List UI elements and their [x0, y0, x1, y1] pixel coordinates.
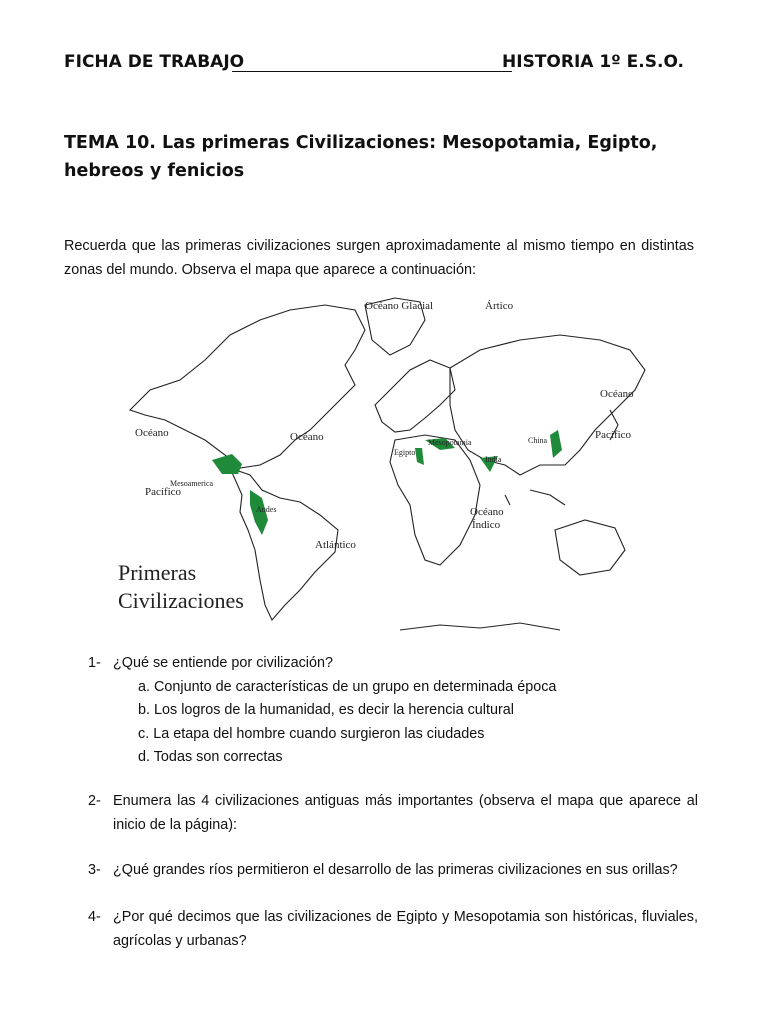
civilization-highlights [212, 430, 562, 535]
option-b: b. Los logros de la humanidad, es decir la herencia cultural [138, 702, 514, 718]
label-oceano-mid: Océano [290, 431, 324, 443]
question-number: 2- [88, 793, 101, 809]
option-d: d. Todas son correctas [138, 749, 283, 765]
page-title: TEMA 10. Las primeras Civilizaciones: Mesopotamia, Egipto, hebreos y fenicios [64, 133, 658, 181]
page-header [64, 52, 684, 76]
question-2 [88, 790, 698, 837]
europe-outline [375, 360, 455, 432]
label-oceano-left: Océano [135, 427, 169, 439]
header-rule [232, 71, 512, 72]
label-mesoamerica: Mesoamerica [170, 479, 214, 488]
intro-paragraph: Recuerda que las primeras civilizaciones surgen aproximadamente al mismo tiempo en distintas zonas del mundo. Observa el mapa que aparece a continuación: [64, 238, 694, 278]
question-1 [88, 652, 698, 770]
label-artico: Ártico [485, 300, 514, 312]
label-oceano-indico: Océano [470, 506, 504, 518]
label-india: India [485, 455, 502, 464]
question-3 [88, 859, 698, 883]
label-atlantico: Atlántico [315, 539, 356, 551]
label-oceano-right: Océano [600, 388, 634, 400]
question-text: ¿Qué se entiende por civilización? [113, 655, 333, 671]
map-title-line2: Civilizaciones [118, 588, 244, 613]
continent-outlines [130, 298, 645, 630]
option-c: c. La etapa del hombre cuando surgieron las ciudades [138, 725, 485, 742]
antarctica-outline [400, 623, 560, 630]
label-glacial: Océano Glacial [365, 300, 434, 312]
question-text: ¿Qué grandes ríos permitieron el desarrollo de las primeras civilizaciones en sus orillas? [113, 862, 678, 878]
label-egipto: Egipto [394, 448, 416, 457]
question-text: Enumera las 4 civilizaciones antiguas más importantes (observa el mapa que aparece al inicio de la página): [113, 793, 698, 833]
label-pacifico-right: Pacífico [595, 429, 632, 441]
label-andes: Andes [256, 505, 277, 514]
asia-outline [450, 335, 645, 475]
question-4 [88, 906, 698, 953]
label-pacifico-left: Pacífico [145, 486, 182, 498]
australia-outline [555, 520, 625, 575]
mesoamerica-region [212, 454, 242, 474]
question-number: 4- [88, 909, 101, 925]
option-a: a. Conjunto de características de un grupo en determinada época [138, 678, 557, 695]
china-region [550, 430, 562, 458]
label-mesopotamia: Mesopotamia [428, 438, 472, 447]
egypt-region [415, 448, 424, 465]
header-right: HISTORIA 1º E.S.O. [502, 52, 684, 72]
header-left: FICHA DE TRABAJO [64, 52, 245, 72]
question-number: 3- [88, 862, 101, 878]
map-title-line1: Primeras [118, 560, 197, 585]
north-america-outline [130, 305, 365, 468]
label-china: China [528, 436, 548, 445]
label-indico: Índico [472, 519, 501, 531]
world-map [110, 290, 650, 640]
question-number: 1- [88, 655, 101, 671]
world-map-svg [110, 290, 650, 640]
question-text: ¿Por qué decimos que las civilizaciones de Egipto y Mesopotamia son históricas, fluviales, agrícolas y urbanas? [113, 909, 698, 949]
